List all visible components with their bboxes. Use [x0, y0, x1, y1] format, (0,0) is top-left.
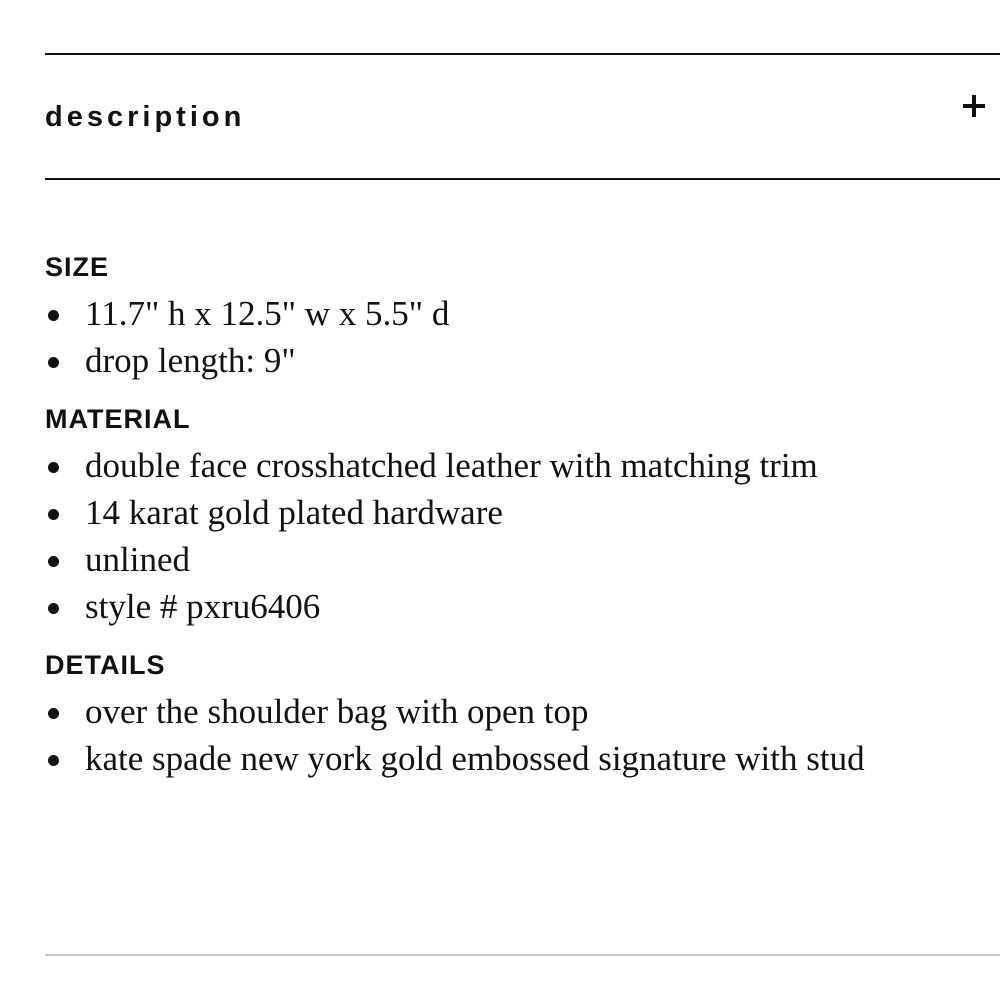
bullet-icon	[48, 509, 59, 520]
material-section	[45, 402, 980, 630]
list-item	[45, 583, 980, 630]
list-item-text: kate spade new york gold embossed signature with stud	[85, 739, 865, 778]
section-heading-material: MATERIAL	[45, 404, 191, 434]
plus-icon[interactable]	[963, 95, 985, 117]
details-list	[45, 688, 980, 782]
bullet-icon	[48, 357, 59, 368]
bullet-icon	[48, 556, 59, 567]
bottom-divider	[45, 954, 1000, 956]
list-item	[45, 688, 980, 735]
material-list	[45, 442, 980, 630]
list-item-text: 11.7" h x 12.5" w x 5.5" d	[85, 294, 450, 333]
bullet-icon	[48, 708, 59, 719]
list-item-text: drop length: 9"	[85, 341, 296, 380]
section-heading-size: SIZE	[45, 252, 110, 282]
size-list	[45, 290, 980, 384]
bullet-icon	[48, 310, 59, 321]
details-section	[45, 648, 980, 782]
size-section	[45, 250, 980, 384]
list-item-text: unlined	[85, 540, 190, 579]
list-item	[45, 337, 980, 384]
list-item	[45, 290, 980, 337]
bullet-icon	[48, 755, 59, 766]
header-divider	[45, 178, 1000, 180]
bullet-icon	[48, 603, 59, 614]
list-item-text: double face crosshatched leather with matching trim	[85, 446, 818, 485]
list-item-text: 14 karat gold plated hardware	[85, 493, 503, 532]
section-heading-details: DETAILS	[45, 650, 166, 680]
accordion-title: description	[45, 101, 246, 133]
description-content	[45, 250, 980, 800]
list-item	[45, 489, 980, 536]
list-item	[45, 735, 980, 782]
list-item-text: over the shoulder bag with open top	[85, 692, 589, 731]
list-item-text: style # pxru6406	[85, 587, 321, 626]
list-item	[45, 536, 980, 583]
bullet-icon	[48, 462, 59, 473]
description-accordion-toggle[interactable]	[45, 55, 1000, 178]
list-item	[45, 442, 980, 489]
